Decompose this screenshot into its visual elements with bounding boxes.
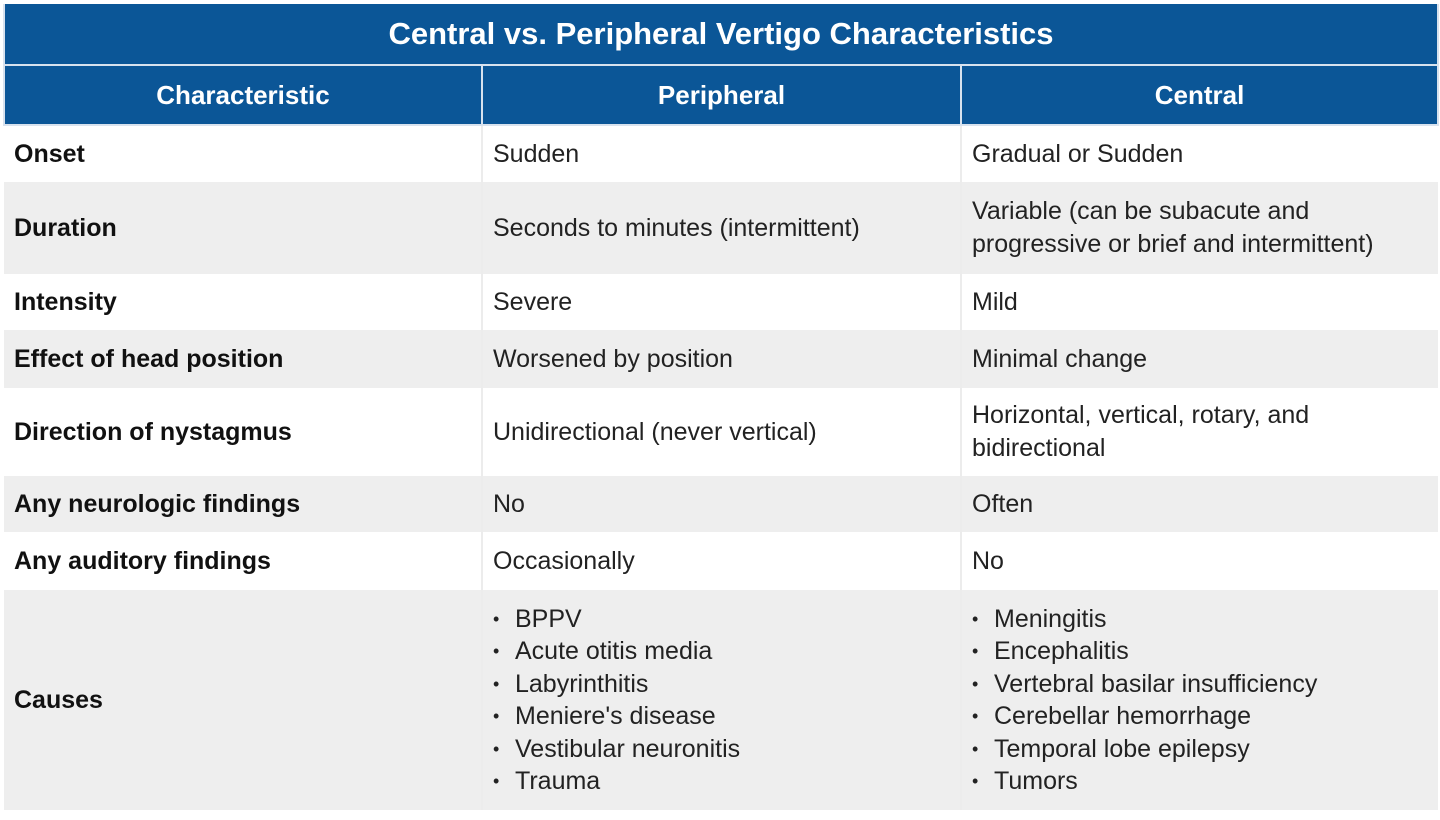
row-label: Any auditory findings: [4, 532, 482, 590]
central-cell-line: progressive or brief and intermittent): [972, 230, 1374, 258]
peripheral-cell: Severe: [482, 274, 961, 330]
central-causes-list: [972, 603, 1428, 798]
central-cell: Gradual or Sudden: [961, 125, 1438, 182]
central-cell-line: Variable (can be subacute and: [972, 197, 1310, 225]
list-item: • Labyrinthitis: [493, 668, 950, 701]
central-cell: Minimal change: [961, 330, 1438, 388]
row-label: Causes: [4, 590, 482, 810]
list-item: • BPPV: [493, 603, 950, 636]
table-row: [4, 388, 1438, 476]
row-label: Onset: [4, 125, 482, 182]
column-header-central: Central: [961, 65, 1438, 125]
table-row: [4, 182, 1438, 274]
table-row: [4, 476, 1438, 532]
column-header-peripheral: Peripheral: [482, 65, 961, 125]
central-cell-line: bidirectional: [972, 434, 1106, 462]
list-item: • Trauma: [493, 765, 950, 798]
central-cell-line: Horizontal, vertical, rotary, and: [972, 401, 1310, 429]
vertigo-comparison-table: [3, 4, 1439, 810]
central-cell: [961, 182, 1438, 274]
table-title: Central vs. Peripheral Vertigo Characteristics: [4, 4, 1438, 65]
list-item: • Vestibular neuronitis: [493, 733, 950, 766]
central-causes-cell: [961, 590, 1438, 810]
central-cell: No: [961, 532, 1438, 590]
peripheral-cell: Worsened by position: [482, 330, 961, 388]
peripheral-cell: Sudden: [482, 125, 961, 182]
list-item: • Temporal lobe epilepsy: [972, 733, 1428, 766]
central-cell: Often: [961, 476, 1438, 532]
table-row: [4, 274, 1438, 330]
row-label: Direction of nystagmus: [4, 388, 482, 476]
row-label: Any neurologic findings: [4, 476, 482, 532]
table-row: [4, 330, 1438, 388]
peripheral-cell: Unidirectional (never vertical): [482, 388, 961, 476]
central-cell: [961, 388, 1438, 476]
list-item: • Meniere's disease: [493, 700, 950, 733]
peripheral-cell: Seconds to minutes (intermittent): [482, 182, 961, 274]
column-header-row: [4, 65, 1438, 125]
row-label: Effect of head position: [4, 330, 482, 388]
table-row: [4, 125, 1438, 182]
list-item: • Tumors: [972, 765, 1428, 798]
column-header-characteristic: Characteristic: [4, 65, 482, 125]
title-row: [4, 4, 1438, 65]
row-label: Intensity: [4, 274, 482, 330]
peripheral-cell: No: [482, 476, 961, 532]
list-item: • Cerebellar hemorrhage: [972, 700, 1428, 733]
list-item: • Acute otitis media: [493, 635, 950, 668]
table-row: [4, 532, 1438, 590]
peripheral-cell: Occasionally: [482, 532, 961, 590]
list-item: • Encephalitis: [972, 635, 1428, 668]
list-item: • Vertebral basilar insufficiency: [972, 668, 1428, 701]
central-cell: Mild: [961, 274, 1438, 330]
peripheral-causes-cell: [482, 590, 961, 810]
peripheral-causes-list: [493, 603, 950, 798]
row-label: Duration: [4, 182, 482, 274]
list-item: • Meningitis: [972, 603, 1428, 636]
causes-row: [4, 590, 1438, 810]
